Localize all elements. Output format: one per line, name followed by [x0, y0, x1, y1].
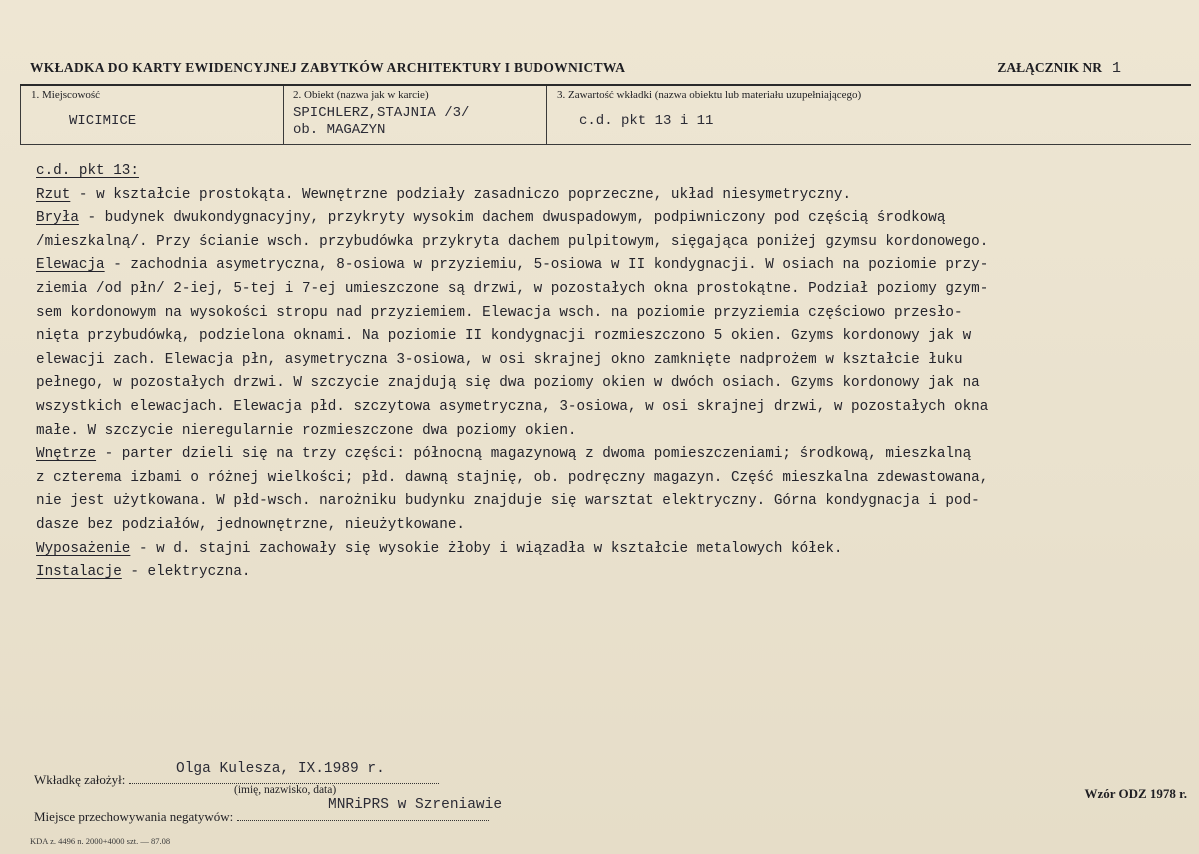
annex-label — [997, 60, 1121, 77]
author-value: Olga Kulesza, IX.1989 r. — [176, 761, 385, 777]
body-line: pełnego, w pozostałych drzwi. W szczycie znajdują się dwa poziomy okien w dwóch osiach. Gzyms kordonowy jak na — [36, 375, 980, 392]
annex-number: 1 — [1111, 60, 1121, 77]
term-wnetrze: Wnętrze — [36, 446, 97, 463]
body-line: wszystkich elewacjach. Elewacja płd. szczytowa asymetryczna, 3-osiowa, w osi skrajnej drzwi, w pozostałych okna — [36, 398, 989, 415]
term-elewacja: Elewacja — [36, 257, 105, 274]
body-line: dasze bez podziałów, jednownętrzne, nieużytkowane. — [36, 516, 465, 533]
body-line: z czterema izbami o różnej wielkości; płd. dawną stajnię, ob. podręczny magazyn. Część mieszkalna zdewastowana, — [36, 469, 989, 486]
body-line: nie jest użytkowana. W płd-wsch. narożniku budynku znajduje się warsztat elektryczny. Górna kondygnacja i pod- — [36, 493, 980, 510]
field-locality — [20, 86, 284, 145]
body-line: małe. W szczycie nieregularnie rozmieszczone dwa poziomy okien. — [36, 422, 577, 439]
body-line: elewacji zach. Elewacja płn, asymetryczna 3-osiowa, w osi skrajnej okno zamknięte nadprożem w kształcie łuku — [36, 351, 963, 368]
content-label: 3. Zawartość wkładki (nazwa obiektu lub materiału uzupełniającego) — [557, 89, 862, 101]
term-bryla: Bryła — [36, 210, 79, 227]
form-pattern: Wzór ODZ 1978 r. — [1084, 786, 1187, 801]
body-line: Rzut - w kształcie prostokąta. Wewnętrzne podziały zasadniczo poprzeczne, układ niesymetryczny. — [36, 186, 852, 203]
locality-label: 1. Miejscowość — [31, 89, 101, 101]
annex-label-text: ZAŁĄCZNIK NR — [997, 60, 1102, 75]
locality-value: WICIMICE — [69, 113, 137, 129]
body-line: ziemia /od płn/ 2-iej, 5-tej i 7-ej umieszczone są drzwi, w pozostałych okna prostokątne. Podział poziomy gzym- — [36, 280, 989, 297]
content-value: c.d. pkt 13 i 11 — [579, 113, 714, 129]
body-line: nięta przybudówką, podzielona oknami. Na poziomie II kondygnacji rozmieszczono 5 okien. Gzyms kordonowy jak w — [36, 328, 972, 345]
storage-value: MNRiPRS w Szreniawie — [328, 797, 503, 813]
field-object — [283, 86, 547, 145]
body-line: Wnętrze - parter dzieli się na trzy części: północną magazynową z dwoma pomieszczeniami; środkową, mieszkalną — [36, 446, 972, 463]
object-value-line-1: SPICHLERZ,STAJNIA /3/ — [293, 105, 470, 121]
author-label: Wkładkę założył: — [34, 772, 126, 787]
body-line: /mieszkalną/. Przy ścianie wsch. przybudówka przykryta dachem pulpitowym, sięgająca poniżej gzymsu kordonowego. — [36, 233, 989, 250]
author-hint: (imię, nazwisko, data) — [234, 784, 337, 796]
term-wyposazenie: Wyposażenie — [36, 540, 131, 557]
object-value-line-2: ob. MAGAZYN — [293, 122, 386, 138]
term-rzut: Rzut — [36, 186, 71, 203]
storage-label: Miejsce przechowywania negatywów: — [34, 809, 234, 824]
body-line: Wyposażenie - w d. stajni zachowały się wysokie żłoby i wiązadła w kształcie metalowych kółek. — [36, 540, 843, 557]
body-line: Instalacje - elektryczna. — [36, 564, 251, 581]
print-info: KDA z. 4496 n. 2000+4000 szt. — 87.08 — [30, 836, 171, 846]
field-content — [547, 86, 1191, 145]
object-value — [293, 105, 469, 139]
body-line: sem kordonowym na wysokości stropu nad przyziemiem. Elewacja wsch. na poziomie przyziemia częściowo przesło- — [36, 304, 963, 321]
body-line: Elewacja - zachodnia asymetryczna, 8-osiowa w przyziemiu, 5-osiowa w II kondygnacji. W osiach na poziomie przy- — [36, 257, 989, 274]
section-heading: c.d. pkt 13: — [36, 163, 139, 179]
term-instalacje: Instalacje — [36, 564, 122, 581]
document-body — [36, 160, 1186, 585]
document-title: WKŁADKA DO KARTY EWIDENCYJNEJ ZABYTKÓW ARCHITEKTURY I BUDOWNICTWA — [30, 60, 626, 75]
object-label: 2. Obiekt (nazwa jak w karcie) — [293, 89, 429, 101]
body-line: Bryła - budynek dwukondygnacyjny, przykryty wysokim dachem dwuspadowym, podpiwniczony pod częścią środkową — [36, 210, 946, 227]
